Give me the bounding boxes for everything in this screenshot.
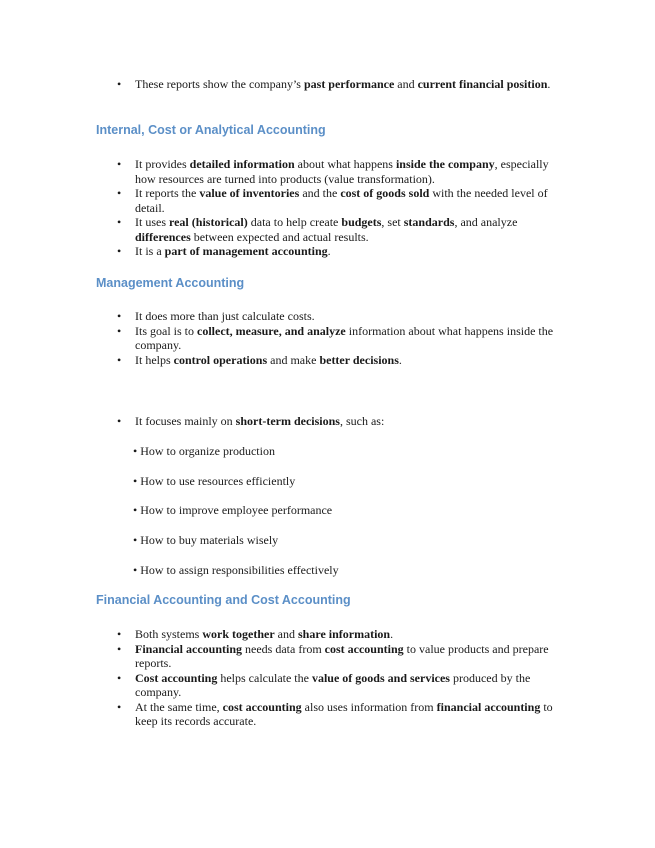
text-run: It uses bbox=[135, 215, 169, 229]
bullet-item bbox=[0, 414, 555, 429]
text-run: . bbox=[390, 627, 394, 641]
text-run: . bbox=[398, 352, 402, 367]
sub-item: • How to organize production bbox=[133, 444, 275, 458]
sub-item: • How to assign responsibilities effectively bbox=[133, 563, 339, 577]
text-run: It focuses mainly on bbox=[135, 414, 236, 428]
bold-text: part of management accounting bbox=[164, 244, 328, 258]
text-run: between expected and actual results. bbox=[190, 229, 369, 244]
text-run: Its goal is to bbox=[135, 323, 197, 338]
internal-cost-bullet-list bbox=[0, 157, 655, 259]
text-run: with the needed level of detail. bbox=[135, 186, 548, 215]
bullet-item bbox=[0, 186, 555, 215]
financial-cost-bullet-list bbox=[0, 627, 655, 729]
text-run: to keep its records accurate. bbox=[135, 699, 553, 728]
intro-bullet-list bbox=[0, 77, 655, 92]
text-run: , set bbox=[381, 215, 404, 229]
management-bullet-list bbox=[0, 309, 655, 367]
text-run: These reports show the company’s bbox=[135, 77, 304, 91]
text-run: about what happens bbox=[294, 157, 396, 171]
text-run: , and analyze bbox=[454, 215, 518, 229]
bold-text: past performance bbox=[303, 77, 395, 91]
bullet-item bbox=[0, 309, 555, 324]
text-run: It is a bbox=[135, 244, 165, 258]
text-run: and the bbox=[299, 186, 341, 200]
bullet-item bbox=[0, 353, 555, 368]
text-run: and make bbox=[267, 352, 320, 367]
text-run: It provides bbox=[135, 157, 190, 171]
bold-text: inside the company bbox=[395, 157, 495, 171]
bold-text: budgets bbox=[341, 215, 382, 229]
bold-text: standards bbox=[403, 215, 455, 229]
text-run: Both systems bbox=[135, 627, 203, 641]
text-run: . bbox=[327, 244, 331, 258]
section-heading-management: Management Accounting bbox=[96, 276, 245, 290]
bullet-item bbox=[0, 700, 555, 729]
text-run: helps calculate the bbox=[217, 670, 312, 685]
text-run: and bbox=[274, 627, 298, 641]
bullet-item bbox=[0, 77, 555, 92]
bold-text: real (historical) bbox=[169, 215, 248, 229]
management-bullet-list-2 bbox=[0, 414, 655, 429]
text-run: It helps bbox=[135, 352, 174, 367]
bold-text: short-term decisions bbox=[235, 414, 340, 428]
bullet-item bbox=[0, 671, 555, 700]
bullet-item bbox=[0, 627, 555, 642]
sub-item: • How to improve employee performance bbox=[133, 503, 333, 517]
bold-text: current financial position bbox=[417, 77, 548, 91]
text-run: information about what happens inside the company. bbox=[135, 323, 554, 352]
text-run: It reports the bbox=[135, 186, 200, 200]
bullet-item bbox=[0, 244, 555, 259]
bold-text: cost accounting bbox=[324, 641, 404, 656]
bold-text: value of goods and services bbox=[311, 670, 450, 685]
bold-text: share information bbox=[297, 627, 391, 641]
bold-text: Financial accounting bbox=[135, 641, 243, 656]
bold-text: value of inventories bbox=[199, 186, 300, 200]
text-run: to value products and prepare reports. bbox=[135, 641, 549, 670]
text-run: , especially how resources are turned into products (value transformation). bbox=[135, 157, 549, 186]
text-run: also uses information from bbox=[301, 699, 437, 714]
bold-text: cost accounting bbox=[222, 699, 302, 714]
bold-text: differences bbox=[135, 229, 191, 244]
text-run: , such as: bbox=[339, 414, 385, 428]
bold-text: Cost accounting bbox=[135, 670, 218, 685]
bold-text: collect, measure, and analyze bbox=[197, 323, 346, 338]
bullet-item bbox=[0, 215, 555, 244]
bullet-item bbox=[0, 642, 555, 671]
text-run: It does more than just calculate costs. bbox=[135, 309, 315, 323]
bold-text: detailed information bbox=[189, 157, 295, 171]
section-heading-internal-cost: Internal, Cost or Analytical Accounting bbox=[96, 123, 326, 137]
section-heading-financial-cost: Financial Accounting and Cost Accounting bbox=[96, 593, 351, 607]
text-run: needs data from bbox=[242, 641, 325, 656]
sub-item: • How to buy materials wisely bbox=[133, 533, 279, 547]
text-run: At the same time, bbox=[135, 699, 223, 714]
bullet-item bbox=[0, 157, 555, 186]
sub-item: • How to use resources efficiently bbox=[133, 474, 296, 488]
bold-text: better decisions bbox=[319, 352, 399, 367]
text-run: produced by the company. bbox=[135, 670, 531, 699]
text-run: data to help create bbox=[247, 215, 342, 229]
bold-text: cost of goods sold bbox=[340, 186, 430, 200]
text-run: . bbox=[547, 77, 551, 91]
bullet-item bbox=[0, 324, 555, 353]
text-run: and bbox=[394, 77, 418, 91]
bold-text: financial accounting bbox=[436, 699, 541, 714]
bold-text: control operations bbox=[173, 352, 268, 367]
bold-text: work together bbox=[202, 627, 275, 641]
